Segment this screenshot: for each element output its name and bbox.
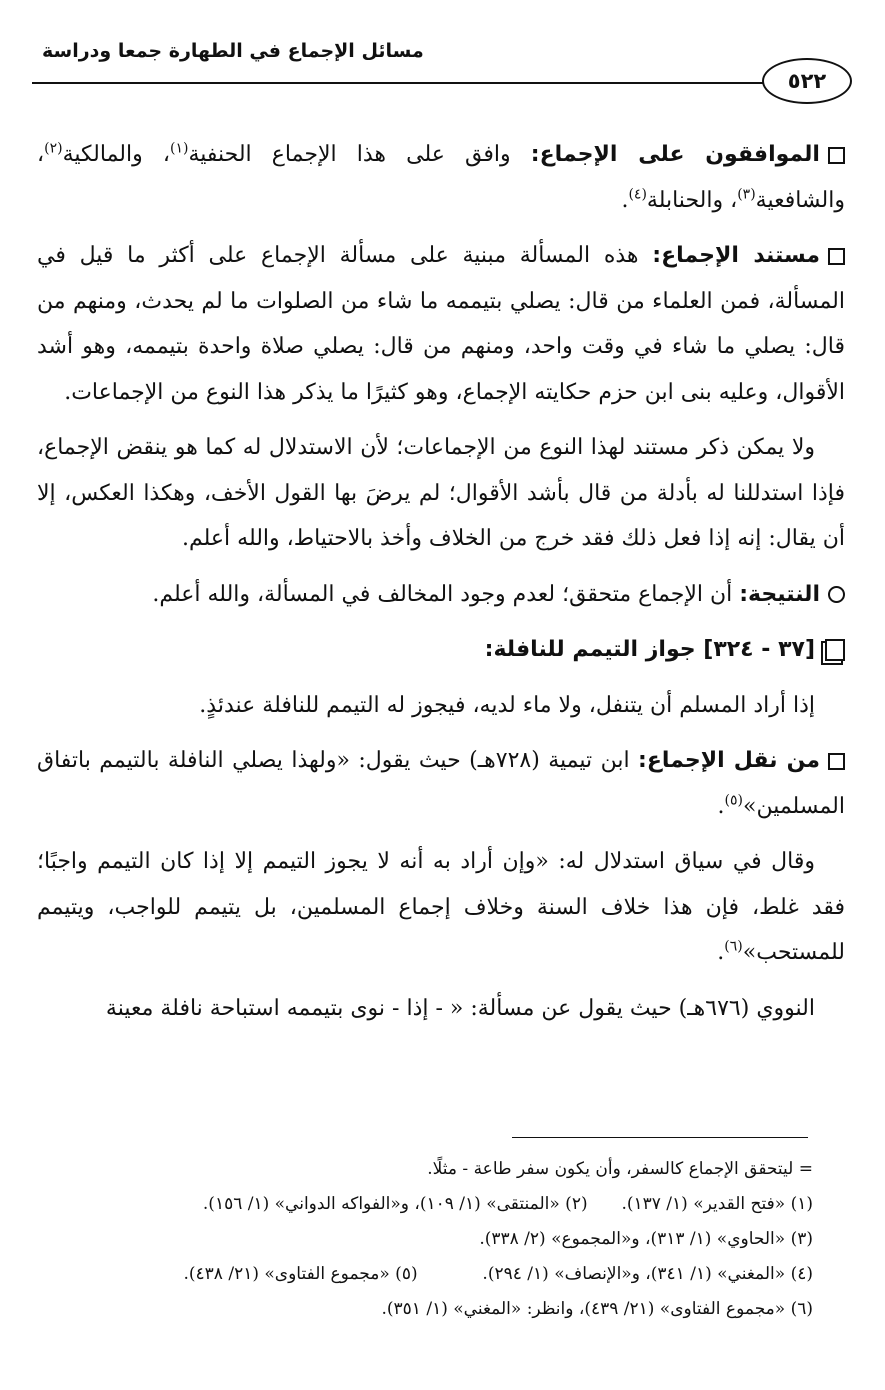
running-title: مسائل الإجماع في الطهارة جمعا ودراسة bbox=[42, 40, 424, 62]
paragraph-basis bbox=[37, 233, 845, 415]
footnote-ref: (٦) bbox=[724, 938, 743, 955]
text-segment: ، والشافعية bbox=[37, 142, 845, 213]
text-segment: وافق على هذا الإجماع الحنفية bbox=[188, 142, 531, 167]
label-agreeing: الموافقون على الإجماع: bbox=[530, 142, 820, 167]
paragraph-quote bbox=[37, 839, 845, 976]
footnote-rule bbox=[512, 1137, 808, 1138]
text-segment: . bbox=[621, 187, 629, 213]
text-segment: هذه المسألة مبنية على مسألة الإجماع على أكثر ما قيل في المسألة، فمن العلماء من قال: يصلي بتيممه ما شاء من الصلوات ما لم يحدث، ومنهم من قال: يصلي ما شاء في وقت واحد، ومنهم من قال: يصلي صلاة واحدة بتيممه، وهو أشد الأقوال، وعليه بنى ابن حزم حكايته الإجماع، وهو كثيرًا ما يذكر هذا النوع من الإجماعات. bbox=[37, 243, 845, 405]
footnote-ref: (٣) bbox=[737, 186, 756, 203]
text-segment: ، والحنابلة bbox=[646, 187, 738, 213]
text-segment: ابن تيمية (٧٢٨هـ) حيث يقول: «ولهذا يصلي النافلة بالتيمم باتفاق المسلمين» bbox=[37, 748, 845, 819]
section-heading bbox=[37, 627, 845, 673]
paragraph-discussion: ولا يمكن ذكر مستند لهذا النوع من الإجماعات؛ لأن الاستدلال له كما هو ينقض الإجماع، فإذا استدللنا له بأدلة من قال بأشد الأقوال؛ لم يرضَ بها القول الأخف، وهكذا العكس، إلا أن يقال: إنه إذا فعل ذلك فقد خرج من الخلاف وأخذ بالاحتياط، والله أعلم. bbox=[37, 435, 845, 551]
footnote-2: (٢) «المنتقى» (١/ ١٠٩)، و«الفواكه الدواني» (١/ ١٥٦). bbox=[202, 1194, 588, 1214]
page-header bbox=[32, 40, 852, 112]
paragraph-transmitters bbox=[37, 738, 845, 829]
paragraph-nawawi: النووي (٦٧٦هـ) حيث يقول عن مسألة: « - إذا - نوى بتيممه استباحة نافلة معينة bbox=[105, 995, 815, 1021]
footnote-ref: (٤) bbox=[628, 186, 647, 203]
document-icon bbox=[825, 639, 845, 661]
paragraph-result bbox=[37, 572, 845, 618]
footnote-ref: (٢) bbox=[44, 140, 63, 157]
footnote-row bbox=[43, 1257, 813, 1292]
section-title: [٣٧ - ٣٢٤] جواز التيمم للنافلة: bbox=[484, 637, 815, 662]
page-number: ٥٢٢ bbox=[762, 58, 852, 104]
label-result: النتيجة: bbox=[739, 581, 820, 607]
square-bullet-icon bbox=[828, 147, 845, 164]
label-basis: مستند الإجماع: bbox=[652, 243, 821, 268]
footnote-continuation: = ليتحقق الإجماع كالسفر، وأن يكون سفر طاعة - مثلًا. bbox=[427, 1159, 813, 1179]
footnote-1: (١) «فتح القدير» (١/ ١٣٧). bbox=[621, 1194, 813, 1214]
square-bullet-icon bbox=[828, 753, 845, 770]
footnote-3: (٣) «الحاوي» (١/ ٣١٣)، و«المجموع» (٢/ ٣٣٨). bbox=[479, 1229, 813, 1249]
label-transmitters: من نقل الإجماع: bbox=[638, 748, 820, 773]
text-segment: أن الإجماع متحقق؛ لعدم وجود المخالف في المسألة، والله أعلم. bbox=[152, 581, 740, 607]
paragraph-statement: إذا أراد المسلم أن يتنفل، ولا ماء لديه، فيجوز له التيمم للنافلة عندئذٍ. bbox=[199, 692, 815, 718]
footnote-row bbox=[43, 1187, 813, 1222]
footnotes bbox=[43, 1152, 813, 1327]
header-rule bbox=[32, 82, 774, 84]
footnote-6: (٦) «مجموع الفتاوى» (٢١/ ٤٣٩)، وانظر: «المغني» (١/ ٣٥١). bbox=[381, 1299, 813, 1319]
text-segment: . bbox=[717, 793, 725, 819]
footnote-4: (٤) «المغني» (١/ ٣٤١)، و«الإنصاف» (١/ ٢٩٤). bbox=[482, 1264, 813, 1284]
footnote-ref: (٥) bbox=[724, 792, 743, 809]
text-segment: وقال في سياق استدلال له: «وإن أراد به أنه لا يجوز التيمم إلا إذا كان التيمم واجبًا؛ فقد غلط، فإن هذا خلاف السنة وخلاف إجماع المسلمين، بل يتيمم للواجب، ويتيمم للمستحب» bbox=[37, 849, 845, 965]
text-segment: ، والمالكية bbox=[62, 142, 170, 167]
paragraph-agreeing-schools bbox=[37, 132, 845, 223]
square-bullet-icon bbox=[828, 248, 845, 265]
footnote-ref: (١) bbox=[169, 140, 189, 157]
circle-bullet-icon bbox=[828, 586, 845, 603]
text-segment: . bbox=[717, 940, 725, 965]
main-text bbox=[37, 132, 845, 1041]
footnote-5: (٥) «مجموع الفتاوى» (٢١/ ٤٣٨). bbox=[183, 1264, 418, 1284]
